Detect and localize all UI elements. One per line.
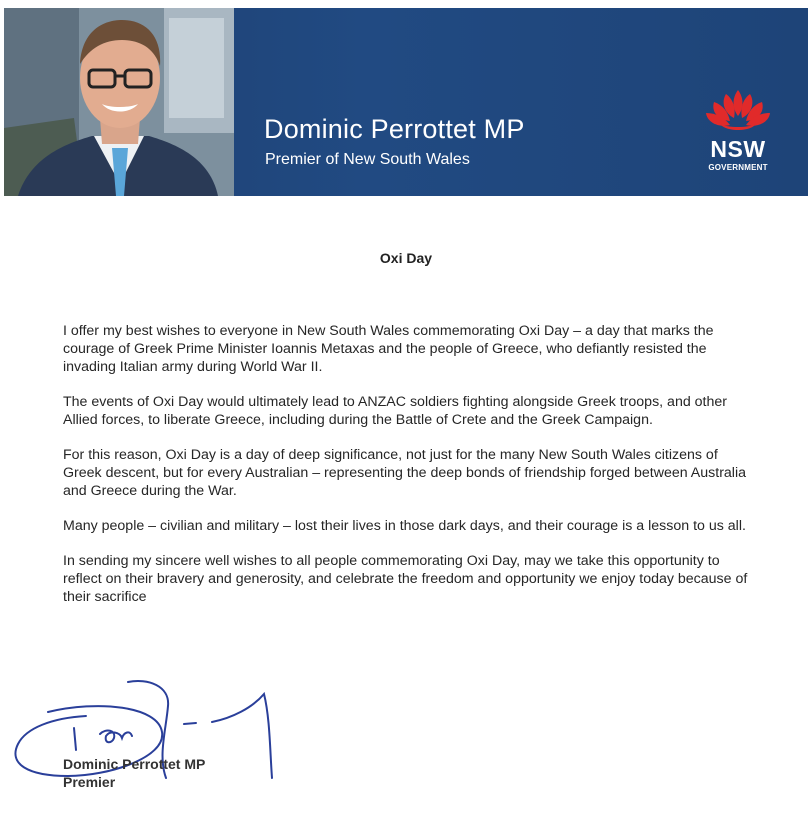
signoff-role: Premier — [63, 774, 116, 790]
nsw-government-logo — [696, 86, 780, 182]
nsw-government-subtext: GOVERNMENT — [708, 163, 768, 172]
letter-paragraph: The events of Oxi Day would ultimately lead to ANZAC soldiers fighting alongside Greek troops, and other Allied forces, to liberate Greece, including during the Battle of Crete and the Greek Campaign. — [63, 394, 727, 428]
premier-title: Premier of New South Wales — [265, 151, 470, 168]
nsw-wordmark: NSW — [710, 136, 766, 162]
waratah-icon — [696, 86, 780, 138]
letter-body — [63, 322, 753, 623]
letter-paragraph: In sending my sincere well wishes to all people commemorating Oxi Day, may we take this opportunity to reflect on their bravery and generosity, and celebrate the freedom and opportunity we enjoy today because of their sacrifice — [63, 553, 748, 605]
letter-paragraph: Many people – civilian and military – lost their lives in those dark days, and their courage is a lesson to us all. — [63, 518, 746, 534]
header-banner — [4, 8, 808, 196]
letter-paragraph: I offer my best wishes to everyone in New South Wales commemorating Oxi Day – a day that marks the courage of Greek Prime Minister Ioannis Metaxas and the people of Greece, who defiantly resisted the invading Italian army during World War II. — [63, 323, 714, 375]
premier-portrait — [4, 8, 234, 196]
premier-name: Dominic Perrottet MP — [264, 114, 525, 144]
letter-paragraph: For this reason, Oxi Day is a day of deep significance, not just for the many New South Wales citizens of Greek descent, but for every Australian – representing the deep bonds of friendship forged between Australia and Greece during the War. — [63, 447, 747, 499]
handwritten-signature — [8, 672, 288, 792]
letter-title: Oxi Day — [379, 250, 433, 266]
signoff-name: Dominic Perrottet MP — [63, 756, 206, 772]
